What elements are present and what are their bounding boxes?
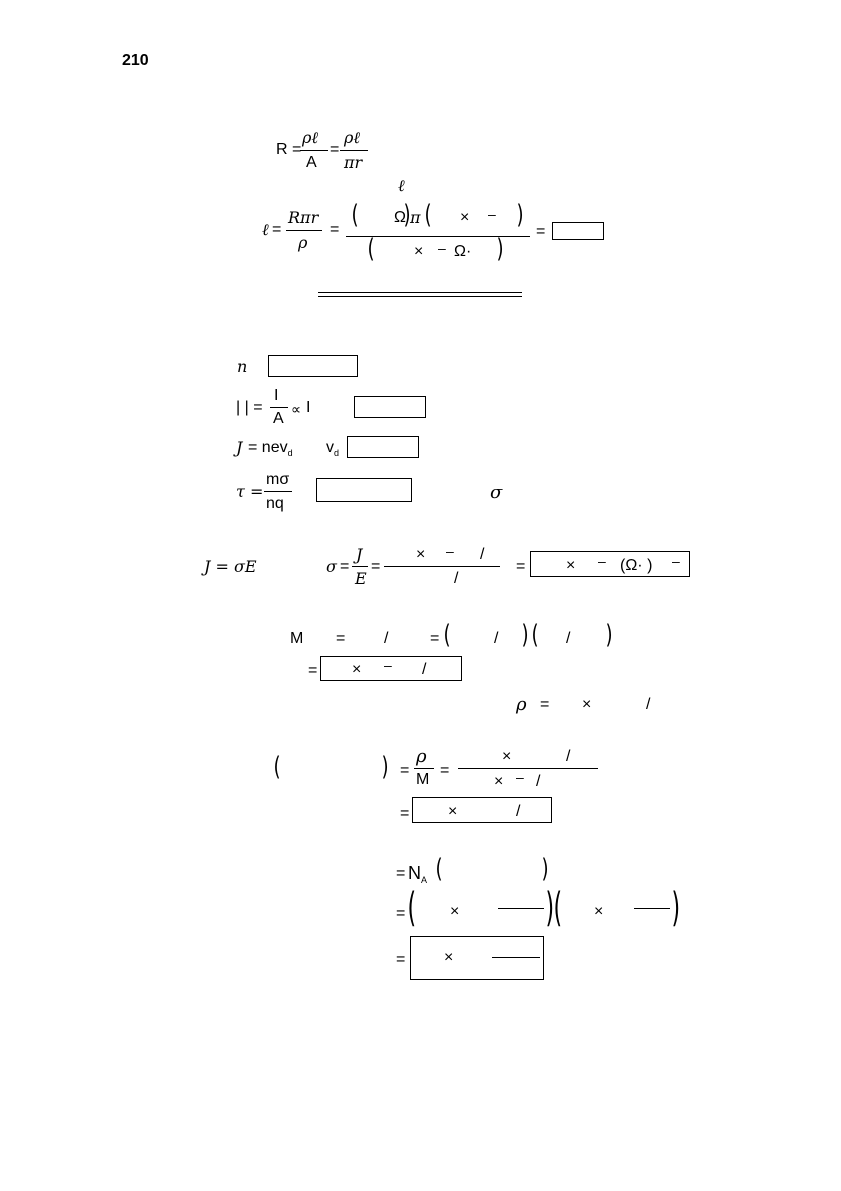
n-letter: N [408, 863, 421, 883]
eq-rho-ell-1 [302, 130, 318, 146]
times-symbol: × [352, 661, 362, 678]
fraction-bar [492, 957, 540, 958]
m-sigma: mσ [266, 471, 290, 488]
equals-sign: = [396, 865, 406, 882]
open-paren: ( [531, 620, 539, 650]
answer-box-carrier [410, 936, 544, 980]
fraction-bar [270, 407, 288, 408]
fraction-bar [414, 768, 434, 769]
close-paren: ) [605, 620, 613, 650]
ohm-dot-symbol: Ω· [454, 243, 472, 260]
rho-symbol: ρ [516, 694, 527, 715]
equals-sign: = [430, 630, 440, 647]
j-symbol: J [236, 438, 243, 457]
fraction-bar [384, 566, 500, 567]
slash-symbol: / [480, 546, 485, 563]
fraction-bar [300, 150, 328, 151]
pi-r-symbol: πr [344, 153, 363, 172]
j-sigma-e: J = σE [204, 557, 257, 576]
fraction-bar [352, 566, 368, 567]
equals-sign: = [396, 951, 406, 968]
equals-sign: = [536, 223, 546, 240]
proportional-symbol: ∝ [291, 401, 302, 417]
slash-symbol: / [566, 748, 571, 765]
fraction-bar [286, 230, 322, 231]
equals-sign: = [272, 221, 282, 238]
minus-symbol: – [446, 543, 454, 559]
open-paren: ( [435, 854, 443, 884]
area-symbol: A [306, 154, 317, 171]
abs-j-symbol: | | = [236, 399, 263, 416]
current-symbol: I [274, 387, 279, 404]
pi-symbol: π [410, 208, 421, 227]
times-symbol: × [460, 209, 470, 226]
minus-symbol: – [516, 769, 524, 785]
e-symbol: E [355, 569, 367, 588]
m-symbol: M [290, 630, 304, 647]
minus-symbol: – [598, 553, 606, 569]
tau-symbol: τ = [236, 482, 264, 501]
fraction-bar [264, 491, 292, 492]
area-symbol: A [273, 410, 284, 427]
open-paren: ( [273, 752, 281, 782]
equals-sign: = [371, 558, 381, 575]
eq-rho-ell-2 [344, 130, 360, 146]
rho-symbol: ρ [302, 128, 312, 147]
vd-symbol [326, 440, 339, 458]
current-symbol-2: I [306, 399, 311, 416]
page-number: 210 [122, 52, 149, 69]
double-underline-top [318, 292, 522, 293]
equals-sign: = [340, 558, 350, 575]
minus-symbol: – [672, 553, 680, 569]
rho-symbol: ρ [298, 233, 308, 252]
close-paren: ) [545, 885, 555, 931]
close-paren: ) [541, 854, 549, 884]
ell-symbol: ℓ [311, 128, 319, 147]
close-paren: ) [496, 234, 504, 264]
equals-sign: = [396, 905, 406, 922]
answer-box-tau [316, 478, 412, 502]
equals-sign: = [440, 762, 450, 779]
slash-symbol: / [646, 696, 651, 713]
open-paren: ( [407, 885, 417, 931]
slash-symbol: / [566, 630, 571, 647]
n-symbol: n [237, 357, 248, 376]
sub-d: d [287, 448, 293, 458]
answer-box-density [412, 797, 552, 823]
times-symbol: × [444, 949, 454, 966]
inverse-ohm-unit: (Ω· ) [620, 557, 653, 574]
slash-symbol: / [422, 661, 427, 678]
close-paren: ) [671, 885, 681, 931]
times-symbol: × [566, 557, 576, 574]
rho-symbol: ρ [344, 128, 354, 147]
close-paren: ) [381, 752, 389, 782]
minus-symbol: – [438, 240, 446, 256]
ohm-symbol: Ω [394, 209, 406, 226]
times-symbol: × [416, 546, 426, 563]
open-paren: ( [351, 200, 359, 230]
m-symbol: M [416, 771, 430, 788]
equals-sign: = [400, 762, 410, 779]
slash-symbol: / [494, 630, 499, 647]
slash-symbol: / [536, 773, 541, 790]
minus-symbol: – [384, 657, 392, 673]
avogadro-symbol [408, 864, 427, 885]
close-paren: ) [516, 200, 524, 230]
sigma-symbol: σ [326, 557, 337, 576]
equals-sign: = [330, 221, 340, 238]
fraction-bar [458, 768, 598, 769]
times-symbol: × [494, 773, 504, 790]
eq-r-symbol: R = [276, 141, 302, 158]
rho-symbol: ρ [416, 746, 427, 767]
v-text: v [326, 439, 334, 456]
ell-symbol-standalone: ℓ [398, 176, 405, 195]
ell-symbol: ℓ [353, 128, 361, 147]
fraction-bar [498, 908, 544, 909]
answer-box-vd [347, 436, 419, 458]
equals-sign: = [308, 662, 318, 679]
double-underline-bottom [318, 296, 522, 297]
times-symbol: × [502, 748, 512, 765]
times-symbol: × [448, 803, 458, 820]
slash-symbol: / [454, 570, 459, 587]
j-symbol: J [356, 545, 363, 564]
times-symbol: × [582, 696, 592, 713]
minus-symbol: – [488, 206, 496, 222]
equals-sign: = [336, 630, 346, 647]
ell-symbol: ℓ [262, 220, 269, 239]
equals-sign: = [330, 141, 340, 158]
nq-symbol: nq [266, 495, 284, 512]
open-paren: ( [367, 234, 375, 264]
answer-box-sigma [530, 551, 690, 577]
times-symbol: × [450, 903, 460, 920]
fraction-bar [340, 150, 368, 151]
open-paren: ( [424, 200, 432, 230]
sub-d: d [334, 448, 340, 458]
times-symbol: × [594, 903, 604, 920]
close-paren: ) [521, 620, 529, 650]
fraction-bar [634, 908, 670, 909]
equals-sign: = [400, 805, 410, 822]
slash-symbol: / [384, 630, 389, 647]
sigma-symbol: σ [490, 482, 503, 503]
r-pi-r-symbol: Rπr [288, 208, 319, 227]
close-paren: ) [403, 200, 411, 230]
nev-expression [248, 440, 293, 458]
equals-sign: = [516, 558, 526, 575]
open-paren: ( [443, 620, 451, 650]
answer-box-j [354, 396, 426, 418]
equals-sign: = [540, 696, 550, 713]
open-paren: ( [553, 885, 563, 931]
slash-symbol: / [516, 803, 521, 820]
answer-box-n [268, 355, 358, 377]
times-symbol: × [414, 243, 424, 260]
nev-text: = nev [248, 439, 288, 456]
sub-a: A [421, 875, 428, 885]
answer-box [552, 222, 604, 240]
